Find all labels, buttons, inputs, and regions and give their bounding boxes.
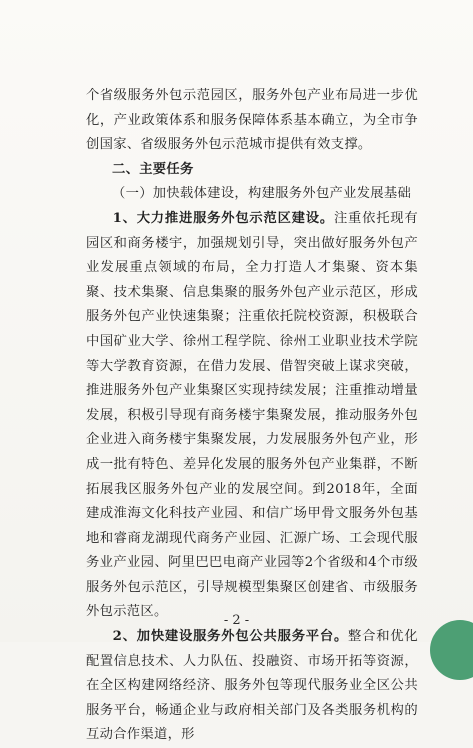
paragraph-task-1	[86, 207, 418, 625]
paragraph-intro: 个省级服务外包示范园区，服务外包产业布局进一步优化，产业政策体系和服务保障体系基本确立，为全市争创国家、省级服务外包示范城市提供有效支撑。	[86, 88, 418, 153]
heading-main-tasks: 二、主要任务	[112, 161, 194, 177]
task-1-body: 注重依托现有园区和商务楼宇，加强规划引导，突出做好服务外包产业发展重点领域的布局，全力打造人才集聚、资本集聚、技术集聚、信息集聚的服务外包产业示范区，形成服务外包产业快速集聚；注重依托院校资源，积极联合中国矿业大学、徐州工程学院、徐州工业职业技术学院等大学教育资源，在借力发展、借智突破上谋求突破，推进服务外包产业集聚区实现持续发展；注重推动增量发展，积极引导现有商务楼宇集聚发展，推动服务外包企业进入商务楼宇集聚发展，力发展服务外包产业，形成一批有特色、差异化发展的服务外包产业集群，不断拓展我区服务外包产业的发展空间。到2018年，全面建成淮海文化科技产业园、和信广场甲骨文服务外包基地和睿商龙湖现代商务产业园、汇源广场、工会现代服务业产业园、阿里巴巴电商产业园等2个省级和4个市级服务外包示范区，引导规模型集聚区创建省、市级服务外包示范区。	[86, 210, 418, 620]
page-number: - 2 -	[223, 613, 250, 628]
task-2-title: 2、加快建设服务外包公共服务平台。	[112, 629, 349, 645]
stamp-mark	[430, 620, 473, 680]
task-1-title: 1、大力推进服务外包示范区建设。	[112, 210, 334, 226]
heading-subsection-1: （一）加快载体建设，构建服务外包产业发展基础	[112, 186, 412, 202]
task-2-body: 整合和优化配置信息技术、人力队伍、投融资、市场开拓等资源，在全区构建网络经济、服务外包等现代服务业全区公共服务平台，畅通企业与政府相关部门及各类服务机构的互动合作渠道，形	[86, 629, 418, 743]
document-body	[86, 84, 418, 748]
paragraph-task-2	[86, 625, 418, 748]
